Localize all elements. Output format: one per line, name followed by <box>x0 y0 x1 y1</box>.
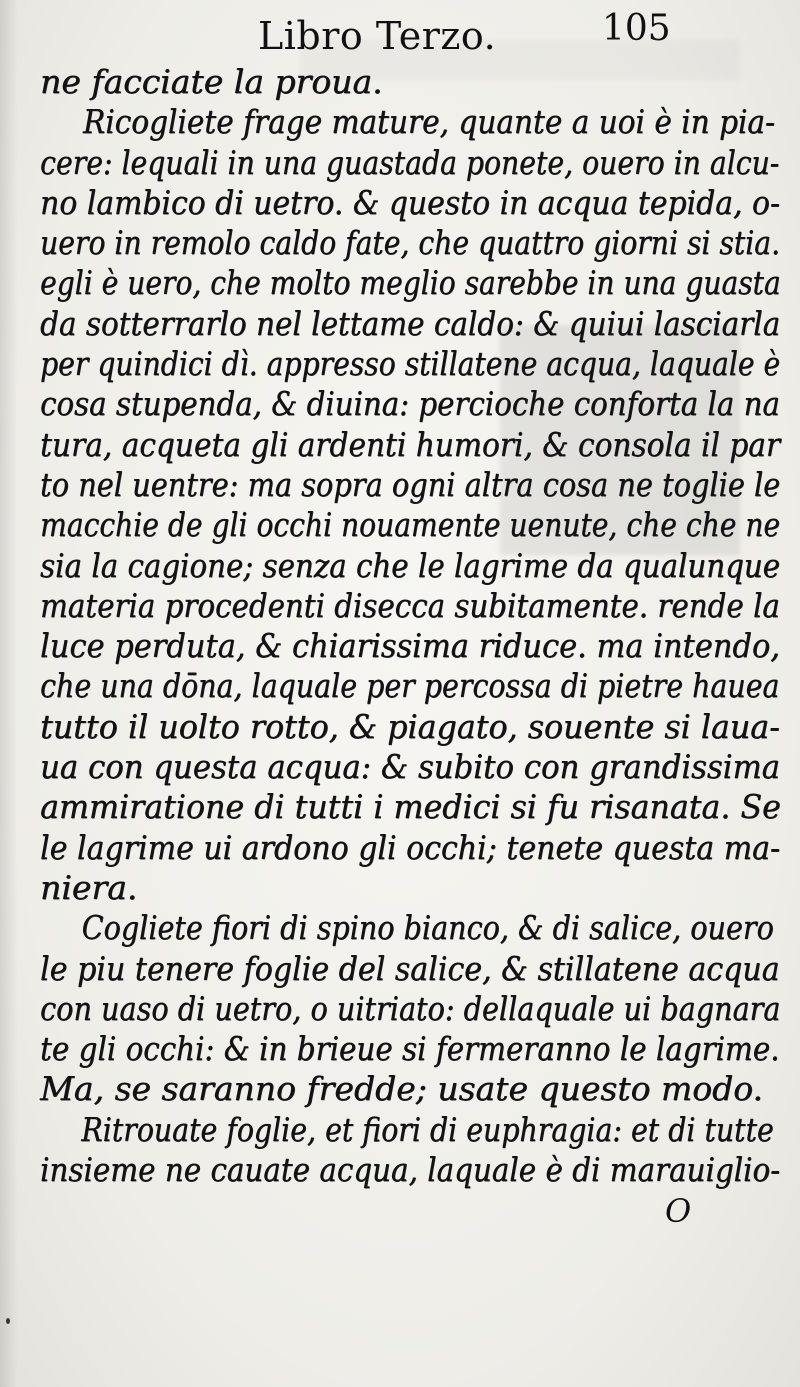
text-line: egli è uero, che molto meglio sarebbe in una guasta <box>40 263 781 303</box>
text-line: Ma, se saranno fredde; usate questo modo. <box>40 1069 763 1109</box>
text-line: luce perduta, & chiarissima riduce. ma intendo, <box>40 626 780 666</box>
text-line: to nel uentre: ma sopra ogni altra cosa ne toglie le <box>40 464 781 504</box>
text-line: sia la cagione; senza che le lagrime da qualunque <box>40 545 781 585</box>
page-gutter-shadow <box>0 0 18 1387</box>
text-line: cosa stupenda, & diuina: percioche conforta la na <box>40 384 780 424</box>
page-number: 105 <box>602 8 671 49</box>
running-title: Libro Terzo. <box>258 14 497 58</box>
text-line: ammiratione di tutti i medici si fu risanata. Se <box>40 787 781 827</box>
ink-speck <box>6 1318 10 1324</box>
text-line: te gli occhi: & in brieue si fermeranno le lagrime. <box>40 1029 780 1069</box>
text-line: le piu tenere foglie del salice, & stillatene acqua <box>40 948 780 988</box>
text-line: tura, acqueta gli ardenti humori, & consola il par <box>40 424 780 464</box>
text-line: tutto il uolto rotto, & piagato, souente si laua- <box>40 706 780 746</box>
text-line: Ricogliete frage mature, quante a uoi è in pia- <box>82 102 775 142</box>
text-line: Cogliete fiori di spino bianco, & di salice, ouero <box>81 908 774 948</box>
text-line: ne facciate la proua. <box>40 62 383 101</box>
text-line: macchie de gli occhi nouamente uenute, che che ne <box>40 505 780 545</box>
text-line: niera. <box>40 867 138 907</box>
text-line: che una dōna, laquale per percossa di pietre hauea <box>40 666 780 706</box>
text-line: ua con questa acqua: & subito con grandissima <box>40 747 780 787</box>
text-line: da sotterrarlo nel lettame caldo: & quiui lasciarla <box>40 303 781 343</box>
text-line: no lambico di uetro. & questo in acqua tepida, o- <box>40 182 780 222</box>
text-line: cere: lequali in una guastada ponete, ouero in alcu- <box>40 142 780 182</box>
body-text <box>40 62 780 1190</box>
page-header <box>0 8 800 58</box>
signature-mark: O <box>665 1192 692 1230</box>
text-line: con uaso di uetro, o uitriato: dellaquale ui bagnara <box>40 988 781 1028</box>
text-line: le lagrime ui ardono gli occhi; tenete questa ma- <box>40 827 781 867</box>
text-line: insieme ne cauate acqua, laquale è di marauiglio- <box>40 1150 781 1190</box>
text-line: materia procedenti disecca subitamente. rende la <box>40 585 780 625</box>
text-line: per quindici dì. appresso stillatene acqua, laquale è <box>40 344 781 384</box>
text-line: uero in remolo caldo fate, che quattro giorni si stia. <box>40 223 780 263</box>
text-line: Ritrouate foglie, et fiori di euphragia: et di tutte <box>81 1109 774 1149</box>
